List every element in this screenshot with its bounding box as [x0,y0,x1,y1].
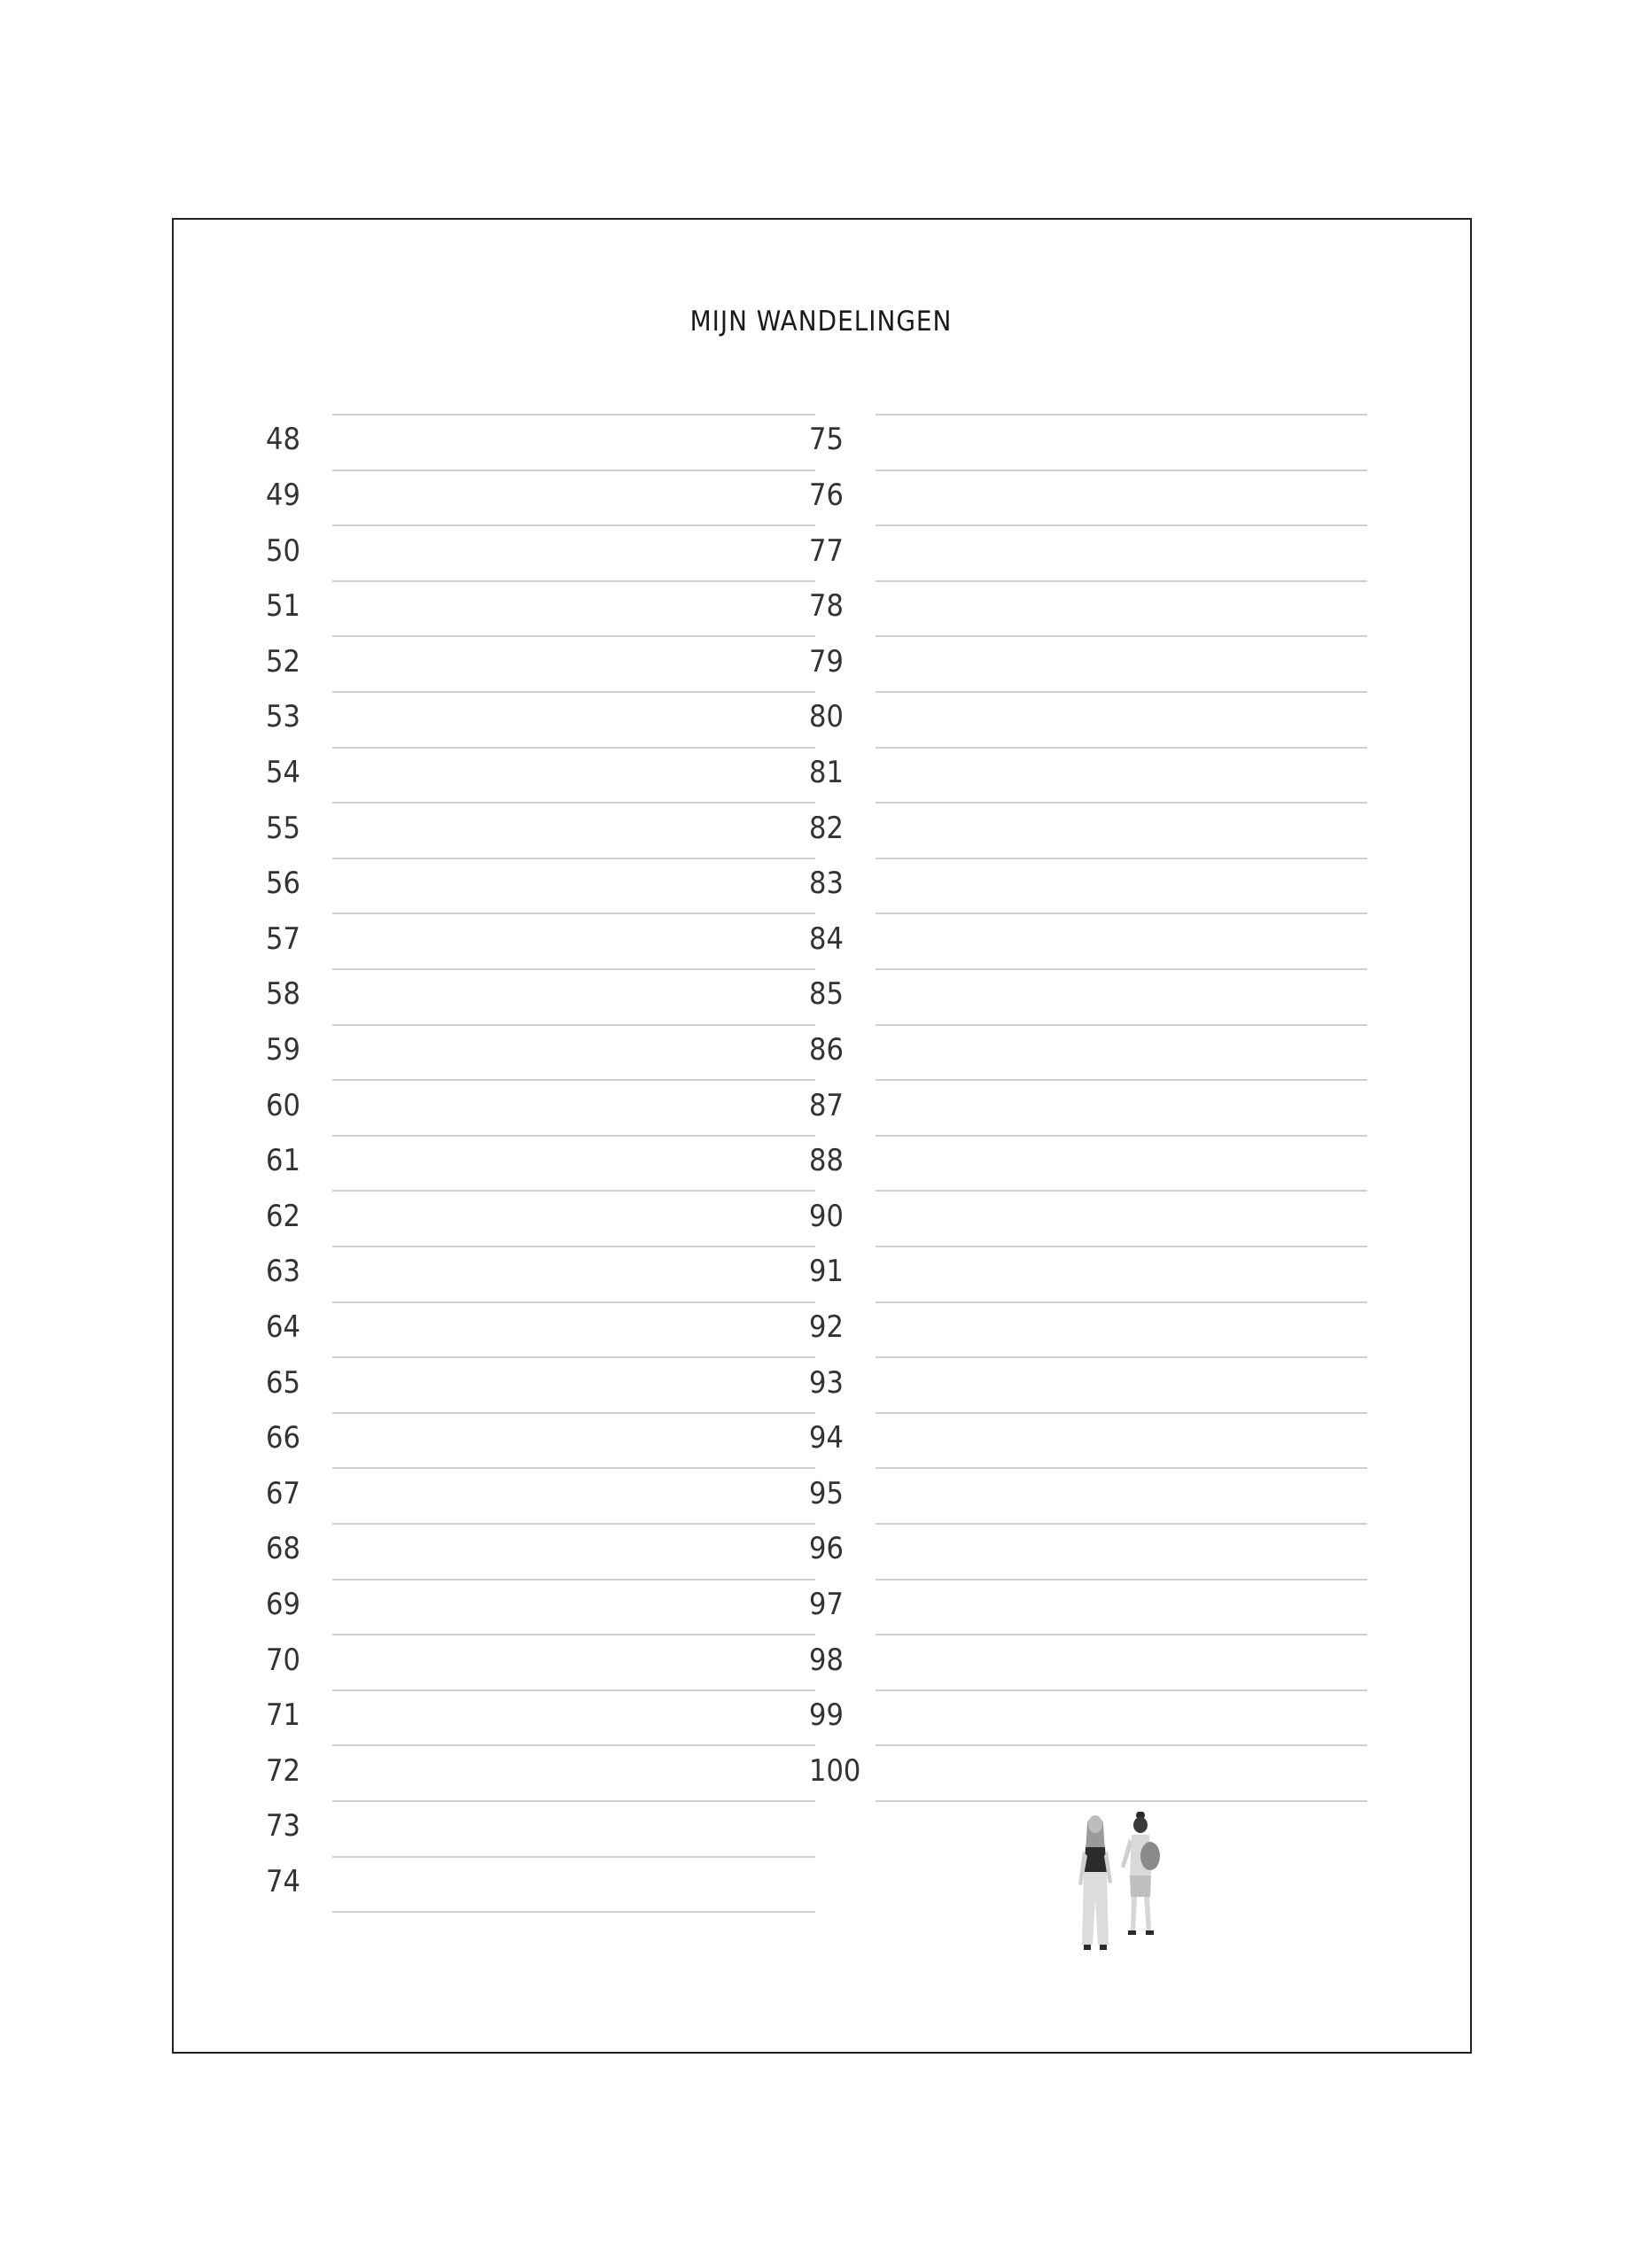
entry-number: 99 [809,1697,844,1734]
entry-line[interactable] [875,1301,1367,1303]
entry-number: 59 [266,1031,300,1068]
entry-line[interactable] [875,1579,1367,1581]
entry-number: 77 [809,532,844,569]
entry-line[interactable] [875,1079,1367,1081]
entry-number: 56 [266,866,300,902]
entry-number: 93 [809,1364,844,1401]
entry-line[interactable] [875,747,1367,749]
entry-line[interactable] [332,968,815,970]
entry-number: 100 [809,1752,861,1789]
entry-line[interactable] [332,802,815,804]
entry-line[interactable] [875,1467,1367,1469]
entry-line[interactable] [332,580,815,582]
entry-number: 68 [266,1531,300,1567]
entry-number: 84 [809,920,844,957]
woman-left-figure [1078,1815,1112,1950]
entry-number: 86 [809,1031,844,1068]
entry-line[interactable] [332,1412,815,1414]
entry-number: 81 [809,754,844,790]
entry-line[interactable] [875,968,1367,970]
entry-line[interactable] [875,1246,1367,1247]
entry-number: 49 [266,477,300,513]
entry-number: 78 [809,588,844,625]
entry-number: 75 [809,422,844,458]
entry-number: 63 [266,1254,300,1290]
entry-line[interactable] [875,1135,1367,1137]
entry-number: 85 [809,976,844,1013]
entry-line[interactable] [875,858,1367,859]
entry-number: 64 [266,1309,300,1345]
entry-line[interactable] [332,635,815,637]
entry-line[interactable] [875,1356,1367,1358]
entry-number: 58 [266,976,300,1013]
entry-number: 61 [266,1143,300,1179]
entry-number: 65 [266,1364,300,1401]
entry-line[interactable] [875,802,1367,804]
ruled-line [875,414,1367,416]
entry-number: 60 [266,1087,300,1123]
entry-number: 71 [266,1697,300,1734]
entry-number: 52 [266,643,300,680]
entry-number: 50 [266,532,300,569]
entry-line[interactable] [332,1190,815,1192]
entry-line[interactable] [332,913,815,914]
entry-line[interactable] [332,1579,815,1581]
two-women-walking-illustration [1068,1812,1174,1962]
entry-number: 83 [809,866,844,902]
entry-number: 73 [266,1808,300,1845]
entry-line[interactable] [875,913,1367,914]
entry-number: 98 [809,1642,844,1678]
entry-line[interactable] [875,1190,1367,1192]
entry-number: 95 [809,1475,844,1511]
entry-number: 87 [809,1087,844,1123]
entry-number: 67 [266,1475,300,1511]
entry-line[interactable] [332,1079,815,1081]
entry-number: 48 [266,422,300,458]
entry-line[interactable] [332,1024,815,1026]
entry-line[interactable] [332,524,815,526]
entry-line[interactable] [875,1800,1367,1802]
entry-number: 88 [809,1143,844,1179]
entry-number: 70 [266,1642,300,1678]
entry-line[interactable] [875,1689,1367,1691]
entry-line[interactable] [332,1911,815,1913]
ruled-line [332,414,815,416]
entry-line[interactable] [332,1689,815,1691]
page-title: MIJN WANDELINGEN [689,306,953,338]
entry-line[interactable] [875,1523,1367,1525]
entry-number: 72 [266,1752,300,1789]
entry-line[interactable] [332,1301,815,1303]
entry-number: 55 [266,810,300,846]
entry-number: 54 [266,754,300,790]
entry-number: 76 [809,477,844,513]
entry-line[interactable] [875,691,1367,693]
entry-line[interactable] [875,580,1367,582]
entry-line[interactable] [332,1744,815,1746]
entry-line[interactable] [875,1744,1367,1746]
entry-number: 69 [266,1586,300,1622]
entry-number: 51 [266,588,300,625]
entry-line[interactable] [332,1246,815,1247]
entry-line[interactable] [332,858,815,859]
entry-number: 53 [266,699,300,735]
entry-line[interactable] [332,747,815,749]
entry-line[interactable] [332,1356,815,1358]
entry-number: 62 [266,1198,300,1234]
entry-number: 91 [809,1254,844,1290]
entry-line[interactable] [875,524,1367,526]
entry-line[interactable] [332,691,815,693]
entry-line[interactable] [332,1467,815,1469]
entry-number: 96 [809,1531,844,1567]
entry-number: 90 [809,1198,844,1234]
entry-number: 57 [266,920,300,957]
entry-number: 94 [809,1420,844,1456]
entry-number: 82 [809,810,844,846]
entry-number: 66 [266,1420,300,1456]
entry-line[interactable] [875,1412,1367,1414]
woman-right-figure [1121,1812,1160,1935]
entry-number: 74 [266,1863,300,1899]
entry-line[interactable] [332,1856,815,1858]
entry-line[interactable] [875,1024,1367,1026]
entry-line[interactable] [875,635,1367,637]
entry-line[interactable] [332,470,815,471]
entry-line[interactable] [875,1634,1367,1635]
entry-number: 97 [809,1586,844,1622]
entry-line[interactable] [332,1800,815,1802]
entry-line[interactable] [332,1135,815,1137]
entry-line[interactable] [875,470,1367,471]
entry-line[interactable] [332,1634,815,1635]
entry-number: 92 [809,1309,844,1345]
entry-line[interactable] [332,1523,815,1525]
entry-number: 79 [809,643,844,680]
entry-number: 80 [809,699,844,735]
